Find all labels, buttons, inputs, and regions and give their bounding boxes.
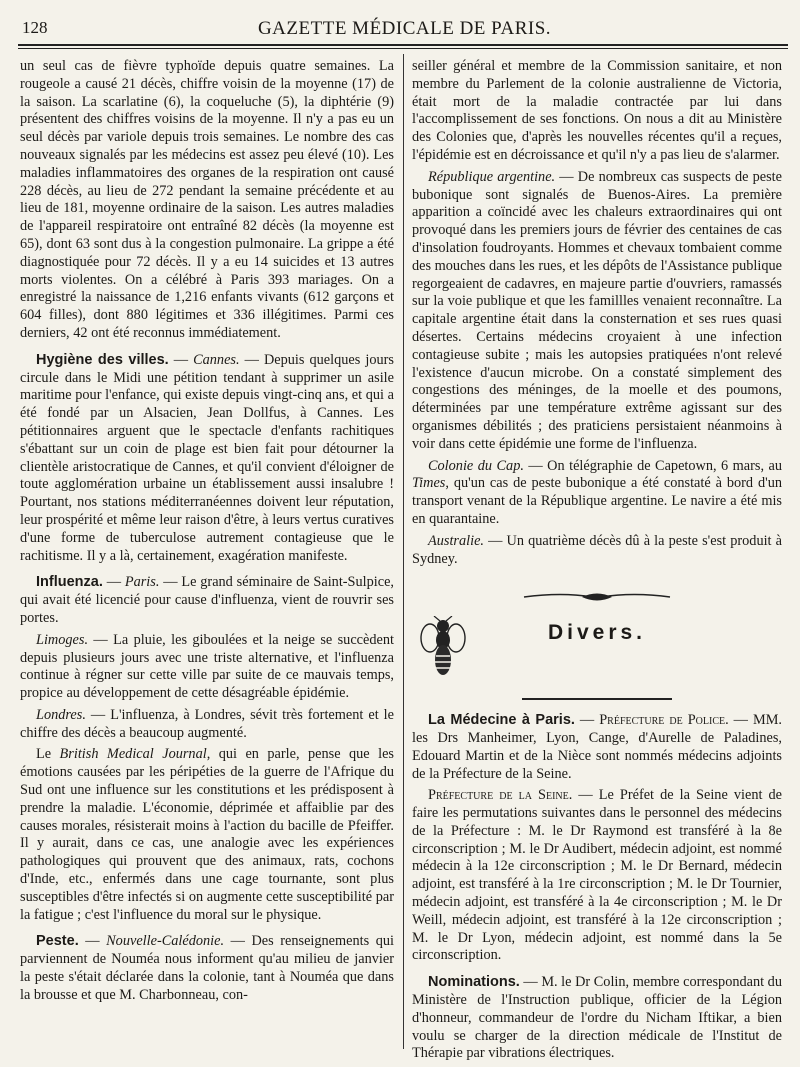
text-paris: Le grand séminaire de Saint-Sulpice, qui avait été licencié pour cause d'influenza, vient de rouvrir ses portes. [20, 574, 395, 626]
text-prefecture-seine: Le Préfet de la Seine vient de faire les permutations suivantes dans le personnel des médecins de la Préfecture : M. le Dr Raymond est transféré à la 8e circonscription ; M. le Dr Audibert, médecin adjoint, est nommé médecin à la 12e circonscription ; M. le Dr Bernard, médecin adjoint, est transféré à la 1re circonscription ; M. le Dr Tournier, médecin adjoint, est transféré à la 4e circonscription ; M. le Dr Weill, médecin adjoint, est transféré à la 12e circonscription ; M. le Dr Lyon, médecin adjoint, est nommé dans la 5e circonscription. [412, 787, 782, 964]
page-number: 128 [22, 18, 48, 37]
text-cannes: Depuis quelques jours circule dans le Midi une pétition tendant à supprimer un asile maritime pour l'enfance, qui existe depuis vingt-cinq ans, et qui a été fondé par un Alsacien, Jean Dollfus, à Cannes. Les pétitionnaires arguent que le spectacle d'enfants rachitiques s'ébattant sur un coin de plage est bien fait pour détourner la clientèle aristocratique de Cannes, et qu'il convient d'éloigner de toute agglomération urbaine un établissement aussi insalubre ! Pourtant, nos stations méditerranéennes doivent leur réputation, leur prospérité et même leur raison d'être, à leurs vertus curatives d'une forme de tuberculose autrement contagieuse que le rachitisme. Il y a là, certainement, exagération manifeste. [20, 351, 394, 564]
flourish-icon [522, 590, 672, 604]
text-limoges: La pluie, les giboulées et la neige se succèdent depuis plusieurs jours avec une triste alternative, et l'influenza continue à régner sur cette ville par suite de ce mauvais temps, propice au développement de cette désagréable épidémie. [20, 631, 394, 702]
place-cannes: Cannes. [193, 351, 240, 368]
heading-influenza: Influenza. [36, 574, 103, 591]
ornament-divider [412, 590, 782, 608]
paragraph-cap: Colonie du Cap. — On télégraphie de Capetown, 6 mars, au Times, qu'un cas de peste bubonique a été constaté à bord d'un transport venant de la République argentine. Le navire a été mis en quarantaine. [412, 457, 782, 527]
newspaper-times: Times [412, 475, 446, 492]
paragraph-limoges: Limoges. — La pluie, les giboulées et la neige se succèdent depuis plusieurs jours avec une triste alternative, et l'influenza continue à régner sur cette ville par suite de ce mauvais temps, propice au développement de cette désagréable épidémie. [20, 631, 394, 702]
prefecture-seine: Préfecture de la Seine. [428, 787, 573, 804]
divers-title: Divers. [547, 621, 647, 645]
prefecture-police: Préfecture de Police. [599, 712, 729, 729]
paragraph-australie: Australie. — Un quatrième décès dû à la peste s'est produit à Sydney. [412, 532, 782, 567]
section-peste: Peste. — Nouvelle-Calédonie. — Des renseignements qui parviennent de Nouméa nous informent qu'au milieu de janvier la peste s'était déclarée dans la colonie, tant à Nouméa que dans la brousse et que M. Charbonneau, con- [20, 933, 394, 1003]
left-column [20, 58, 394, 1009]
place-limoges: Limoges. [36, 631, 89, 648]
header-rule [18, 44, 788, 46]
place-argentine: République argentine. [428, 168, 556, 185]
text-nominations: M. le Dr Colin, membre correspondant du Ministère de l'Instruction publique, officier de la Légion d'honneur, commandeur de l'ordre du Nicham Iftikar, a bien voulu se charger de la direction médicale de l'Institut de Thérapie par vibrations électriques. [412, 974, 782, 1062]
text-londres: L'influenza, à Londres, sévit très fortement et le chiffre des décès a beaucoup augmenté. [20, 706, 395, 741]
paragraph-bmj: Le British Medical Journal, qui en parle, pense que les émotions causées par les péripéties de la guerre de l'Afrique du Sud ont une influence sur les constitutions et les prédisposent à prendre la maladie. L'économie, déprimée et affaiblie par des causes morales, résisterait moins à l'action du bacille de Pfeiffer. Il y aurait, dans ce cas, une analogie avec les expériences pathologiques qui prouvent que des animaux, rats, cochons d'Inde, etc., enfermés dans une cage tournante, sont plus susceptibles d'être infectés si on augmente cette susceptibilité par la fatigue ; c'est l'influence du moral sur le physique. [20, 746, 394, 923]
header-rule-thin [18, 48, 788, 49]
divers-rule [522, 698, 672, 700]
place-cap: Colonie du Cap. [428, 457, 524, 474]
paragraph-medecine-paris: La Médecine à Paris. — Préfecture de Police. — MM. les Drs Manheimer, Lyon, Cange, d'Aurelle de Paladines, Edouard Martin et de la Nièce sont nommés médecins adjoints de la Préfecture de la Seine. [412, 712, 782, 782]
page-header [22, 18, 787, 46]
text-medecine-paris: MM. les Drs Manheimer, Lyon, Cange, d'Aurelle de Paladines, Edouard Martin et de la Nièce sont nommés médecins adjoints de la Préfecture de la Seine. [412, 712, 782, 782]
place-caledonie: Nouvelle-Calédonie. [106, 933, 225, 950]
divers-banner [412, 614, 782, 684]
paragraph-nominations: Nominations. — M. le Dr Colin, membre correspondant du Ministère de l'Instruction publique, officier de la Légion d'honneur, commandeur de l'ordre du Nicham Iftikar, a bien voulu se charger de la direction médicale de l'Institut de Thérapie par vibrations électriques. [412, 974, 782, 1062]
place-londres: Londres. [36, 706, 86, 723]
paragraph-londres: Londres. — L'influenza, à Londres, sévit très fortement et le chiffre des décès a beaucoup augmenté. [20, 706, 395, 741]
section-influenza: Influenza. — Paris. — Le grand séminaire de Saint-Sulpice, qui avait été licencié pour cause d'influenza, vient de rouvrir ses portes. [20, 574, 395, 626]
right-column [412, 58, 782, 1067]
text-argentine: De nombreux cas suspects de peste bubonique sont signalés de Buenos-Aires. La première apparition a coïncidé avec les chaleurs extraordinaires qui ont provoqué dans les premiers jours de février des centaines de cas d'insolation foudroyants. Hommes et chevaux tombaient comme des mouches dans les rues, et les dépôts de l'Assistance publique regorgeaient de cadavres, en majeure partie d'ouvriers, ramassés sur la voie publique et que les famillles venaient reconnaître. La capitale argentine était dans la consternation et ses rues quasi désertes. Certains médecins croyaient à une infection contagieuse subite ; mais les autopsies pratiquées n'ont relevé l'existence d'aucun microbe. On a constaté simplement des congestions des méninges, de la moelle et des poumons, déterminées par une température extrême agissant sur des organismes débilités ; des praticiens persistaient néanmoins à voir dans cette épidémie une forme de l'influenza. [412, 168, 782, 452]
heading-nominations: Nominations. [428, 974, 520, 991]
paragraph-mortality: un seul cas de fièvre typhoïde depuis quatre semaines. La rougeole a causé 21 décès, chiffre voisin de la moyenne (17) de la saison. La scarlatine (6), la coqueluche (5), la diphtérie (9) présentent des chiffres voisins de la moyenne. Il n'y a pas eu un seul décès par variole depuis trois semaines. Le nombre des cas nouveaux signalés par les médecins est assez peu élevé (10). Les maladies inflammatoires des organes de la respiration ont causé 228 décès, au lieu de 272 pendant la semaine précédente et au lieu de 181, moyenne ordinaire de la saison. Les autres maladies de l'appareil respiratoire ont entraîné 82 décès (la moyenne est 65), dont 63 sont dus à la congestion pulmonaire. La grippe a été diagnostiquée pour 72 décès. Il y a eu 14 suicides et 13 autres morts violentes. On a célébré à Paris 393 mariages. On a enregistré la naissance de 1,216 enfants vivants (612 garçons et 604 filles), dont 880 légitimes et 336 illégitimes. Parmi ces derniers, 42 ont été reconnus immédiatement. [20, 58, 394, 341]
text-caledonie: Des renseignements qui parviennent de Nouméa nous informent qu'au milieu de janvier la peste s'était déclarée dans la colonie, tant à Nouméa que dans la brousse et que M. Charbonneau, con- [20, 933, 394, 1003]
text-australie: Un quatrième décès dû à la peste s'est produit à Sydney. [412, 532, 782, 567]
text-bmj: , qui en parle, pense que les émotions causées par les péripéties de la guerre de l'Afrique du Sud ont une influence sur les constitutions et les prédisposent à prendre la maladie. L'économie, déprimée et affaiblie par des causes morales, résisterait moins à l'action du bacille de Pfeiffer. Il y aurait, dans ce cas, une analogie avec les expériences pathologiques qui prouvent que des animaux, rats, cochons d'Inde, etc., enfermés dans une cage tournante, sont plus susceptibles d'être infectés si on augmente cette susceptibilité par la fatigue ; c'est l'influence du moral sur le physique. [20, 746, 394, 923]
paragraph-charbonneau: seiller général et membre de la Commission sanitaire, et non membre du Parlement de la colonie australienne de Victoria, était mort de la maladie contractée par lui dans l'accomplissement de ses fonctions. On nous a dit au Ministère des Colonies que, d'après les nouvelles récentes qu'il a reçues, l'épidémie est en décroissance et qu'il n'y a pas lieu de s'alarmer. [412, 58, 782, 163]
heading-peste: Peste. [36, 933, 79, 950]
place-australie: Australie. [428, 532, 484, 549]
place-paris: Paris. [124, 574, 160, 591]
paragraph-argentine: République argentine. — De nombreux cas suspects de peste bubonique sont signalés de Buenos-Aires. La première apparition a coïncidé avec les chaleurs extraordinaires qui ont provoqué dans les premiers jours de février des centaines de cas d'insolation foudroyants. Hommes et chevaux tombaient comme des mouches dans les rues, et les dépôts de l'Assistance publique regorgeaient de cadavres, en majeure partie d'ouvriers, ramassés sur la voie publique et que les famillles venaient reconnaître. La capitale argentine était dans la consternation et ses rues quasi désertes. Certains médecins croyaient à une infection contagieuse subite ; mais les autopsies pratiquées n'ont relevé l'existence d'aucun microbe. On a constaté simplement des congestions des méninges, de la moelle et des poumons, déterminées par une température extrême agissant sur des organismes débilités ; des praticiens persistaient néanmoins à voir dans cette épidémie une forme de l'influenza. [412, 168, 782, 452]
column-separator [403, 54, 404, 1049]
paragraph-prefecture-seine: Préfecture de la Seine. — Le Préfet de la Seine vient de faire les permutations suivantes dans le personnel des médecins de la Préfecture : M. le Dr Raymond est transféré à la 8e circonscription ; M. le Dr Audibert, médecin adjoint, est nommé médecin à la 12e circonscription ; M. le Dr Bernard, médecin adjoint, est transféré à la 1re circonscription ; M. le Dr Tournier, médecin adjoint, est transféré à la 4e circonscription ; M. le Dr Weill, médecin adjoint, est transféré à la 12e circonscription ; M. le Dr Lyon, médecin adjoint, est nommé dans la 5e circonscription. [412, 787, 782, 964]
heading-hygiene: Hygiène des villes. [36, 351, 169, 368]
journal-title: British Medical Journal [59, 746, 207, 763]
section-hygiene: Hygiène des villes. — Cannes. — Depuis quelques jours circule dans le Midi une pétition tendant à supprimer un asile maritime pour l'enfance, qui existe depuis vingt-cinq ans, et qui a été fondé par un Alsacien, Jean Dollfus, à Cannes. Les pétitionnaires arguent que le spectacle d'enfants rachitiques s'ébattant sur un coin de plage est bien fait pour détourner la clientèle aristocratique de Cannes, et qu'il convient d'éloigner de toute agglomération urbaine un établissement aussi insalubre ! Pourtant, nos stations méditerranéennes doivent leur réputation, leur prospérité et même leur raison d'être, à leurs vertus curatives d'une forme de tuberculose autrement contagieuse que le rachitisme. Il y a là, certainement, exagération manifeste. [20, 351, 394, 564]
heading-medecine-paris: La Médecine à Paris. [428, 712, 575, 729]
running-title: GAZETTE MÉDICALE DE PARIS. [257, 18, 552, 39]
